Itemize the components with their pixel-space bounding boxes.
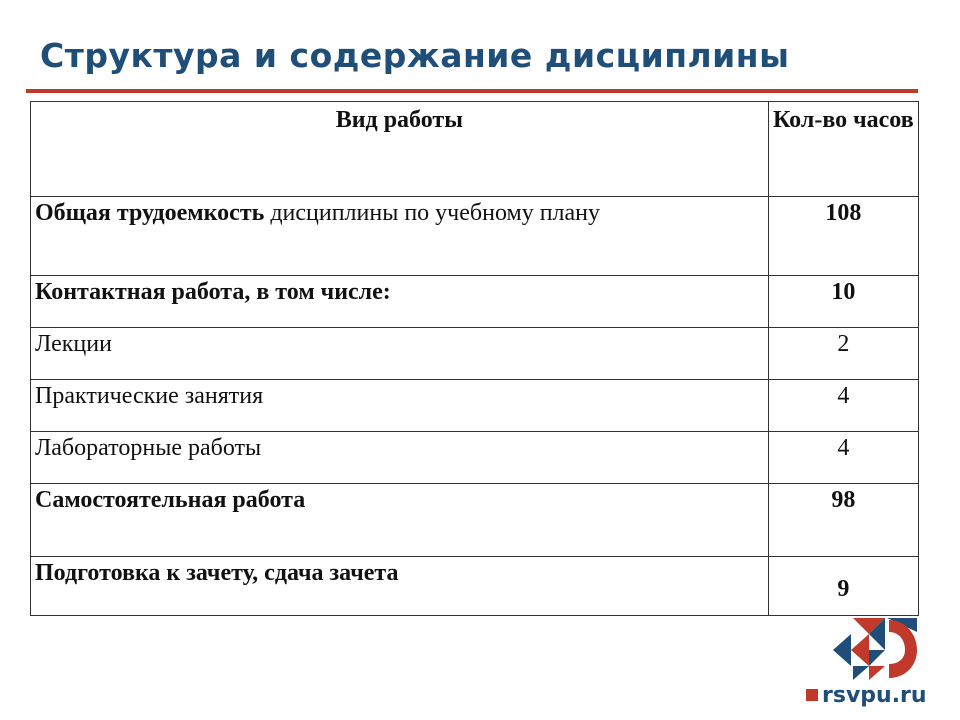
bullet-square-icon bbox=[806, 689, 818, 701]
row-label: Подготовка к зачету, сдача зачета bbox=[31, 557, 769, 616]
logo-red-triangle-bottom bbox=[869, 666, 885, 680]
row-hours: 2 bbox=[768, 328, 918, 380]
title-divider bbox=[26, 89, 918, 93]
logo-blue-triangle-left bbox=[833, 634, 851, 666]
row-label-bold: Общая трудоемкость bbox=[35, 200, 265, 226]
row-label: Самостоятельная работа bbox=[31, 484, 769, 557]
workload-table bbox=[30, 101, 919, 616]
row-hours: 10 bbox=[768, 276, 918, 328]
rsvpu-logo bbox=[833, 618, 917, 680]
table-row bbox=[31, 276, 919, 328]
table-row bbox=[31, 197, 919, 276]
row-hours: 98 bbox=[768, 484, 918, 557]
row-hours: 108 bbox=[768, 197, 918, 276]
site-url: rsvpu.ru bbox=[822, 683, 927, 708]
row-hours: 4 bbox=[768, 432, 918, 484]
logo-red-triangle-mid bbox=[851, 634, 869, 666]
table-row bbox=[31, 380, 919, 432]
row-hours: 4 bbox=[768, 380, 918, 432]
row-label bbox=[31, 197, 769, 276]
header-work-type: Вид работы bbox=[31, 102, 769, 197]
table-row bbox=[31, 328, 919, 380]
logo-blue-triangle-bottom bbox=[853, 666, 869, 680]
logo-blue-triangle-mid bbox=[869, 650, 885, 666]
table-header-row bbox=[31, 102, 919, 197]
row-hours: 9 bbox=[768, 557, 918, 616]
site-link[interactable] bbox=[806, 683, 927, 708]
table-row bbox=[31, 484, 919, 557]
table-row bbox=[31, 432, 919, 484]
table-row bbox=[31, 557, 919, 616]
slide-title: Структура и содержание дисциплины bbox=[40, 36, 790, 75]
row-label: Контактная работа, в том числе: bbox=[31, 276, 769, 328]
row-label: Лабораторные работы bbox=[31, 432, 769, 484]
row-label-rest: дисциплины по учебному плану bbox=[264, 200, 601, 226]
header-hours: Кол-во часов bbox=[768, 102, 918, 197]
row-label: Лекции bbox=[31, 328, 769, 380]
row-label: Практические занятия bbox=[31, 380, 769, 432]
